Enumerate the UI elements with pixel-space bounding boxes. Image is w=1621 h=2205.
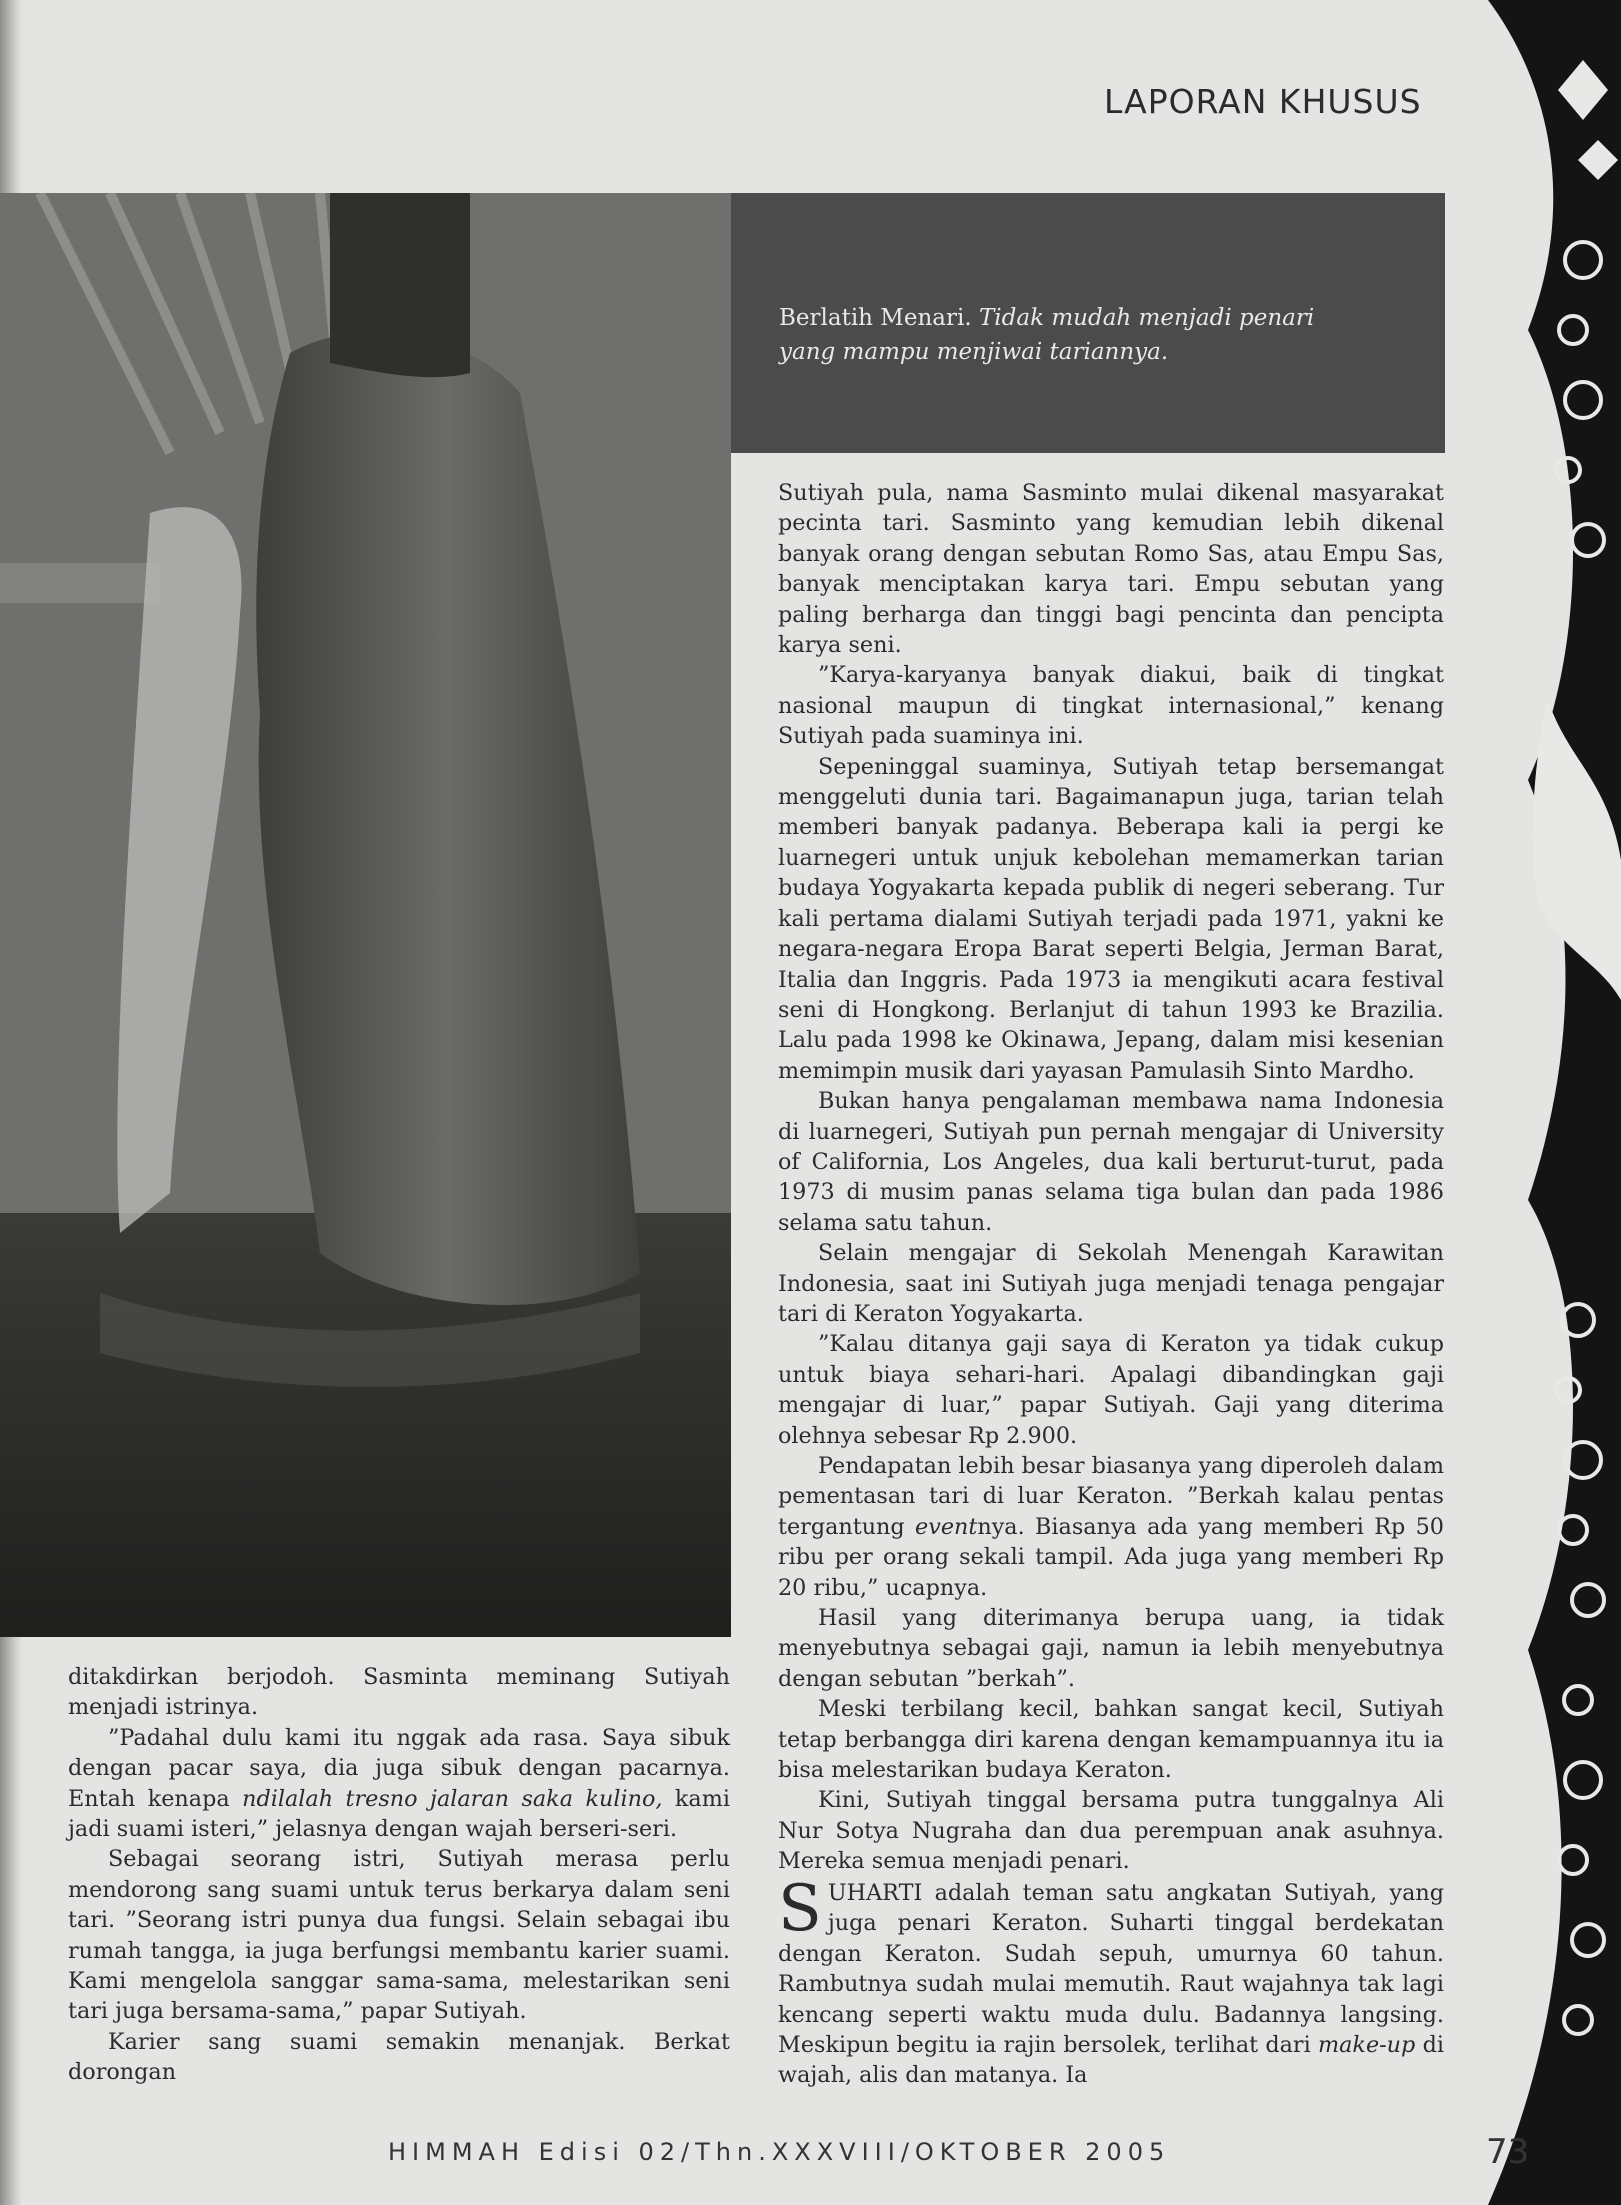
paragraph: Meski terbilang kecil, bahkan sangat kecil, Sutiyah tetap berbangga diri karena dengan kemampuannya itu ia bisa melestarikan budaya Keraton. bbox=[778, 1696, 1444, 1784]
paragraph: Bukan hanya pengalaman membawa nama Indonesia di luarnegeri, Sutiyah pun pernah mengajar di University of California, Los Angeles, dua kali berturut-turut, pada 1973 di musim panas selama tiga bulan dan pada 1986 selama satu tahun. bbox=[778, 1088, 1444, 1236]
text-run: Pendapatan lebih besar biasanya yang diperoleh dalam pementasan tari di luar Keraton. ”Berkah kalau pentas tergantung bbox=[778, 1453, 1444, 1540]
caption-lead: Berlatih Menari. bbox=[779, 305, 972, 331]
paragraph: Hasil yang diterimanya berupa uang, ia tidak menyebutnya sebagai gaji, namun ia lebih menyebutnya dengan sebutan ”berkah”. bbox=[778, 1605, 1444, 1692]
right-column bbox=[778, 478, 1444, 1877]
paragraph bbox=[68, 1723, 730, 1845]
italic-word: make-up bbox=[1318, 2032, 1416, 2059]
text-run: di wajah, alis dan matanya. Ia bbox=[778, 2032, 1444, 2089]
caption-box bbox=[731, 193, 1445, 453]
italic-word: event bbox=[915, 1513, 978, 1540]
italic-phrase: ndilalah tresno jalaran saka kulino, bbox=[242, 1785, 663, 1812]
paragraph: ”Kalau ditanya gaji saya di Keraton ya tidak cukup untuk biaya sehari-hari. Apalagi dibandingkan gaji mengajar di luar,” papar Sutiyah. Gaji yang diterima olehnya sebesar Rp 2.900. bbox=[778, 1331, 1444, 1449]
photo-illustration bbox=[0, 193, 731, 1637]
paragraph: ”Karya-karyanya banyak diakui, baik di tingkat nasional maupun di tingkat internasional,” kenang Sutiyah pada suaminya ini. bbox=[778, 662, 1444, 750]
text-run: UHARTI adalah teman satu angkatan Sutiyah, yang juga penari Keraton. Suharti tinggal berdekatan dengan Keraton. Sudah sepuh, umurnya 60 tahun. Rambutnya sudah mulai memutih. Raut wajahnya tak lagi kencang seperti waktu muda dulu. Badannya langsing. Meskipun begitu ia rajin bersolek, terlihat dari bbox=[778, 1880, 1444, 2059]
paragraph: Kini, Sutiyah tinggal bersama putra tunggalnya Ali Nur Sotya Nugraha dan dua perempuan anak asuhnya. Mereka semua menjadi penari. bbox=[778, 1787, 1444, 1875]
text-run: ”Padahal dulu kami itu nggak ada rasa. Saya sibuk dengan pacar saya, dia juga sibuk dengan pacarnya. Entah kenapa bbox=[68, 1724, 730, 1812]
page-number: 73 bbox=[1486, 2132, 1530, 2172]
paragraph bbox=[778, 1872, 1444, 2091]
text-run: kami jadi suami isteri,” jelasnya dengan wajah berseri-seri. bbox=[68, 1785, 730, 1843]
text-run: nya. Biasanya ada yang memberi Rp 50 ribu per orang sekali tampil. Ada juga yang memberi Rp 20 ribu,” ucapnya. bbox=[778, 1513, 1444, 1601]
left-column bbox=[68, 1662, 730, 2088]
photo-caption bbox=[779, 301, 1379, 369]
caption-italic-line1: Tidak mudah menjadi penari bbox=[978, 305, 1315, 331]
paragraph: Selain mengajar di Sekolah Menengah Karawitan Indonesia, saat ini Sutiyah juga menjadi tenaga pengajar tari di Keraton Yogyakarta. bbox=[778, 1240, 1444, 1327]
publication-footer: HIMMAH Edisi 02/Thn.XXXVIII/OKTOBER 2005 bbox=[388, 2138, 1171, 2166]
drop-cap: S bbox=[778, 1872, 822, 1946]
right-column-section-two bbox=[778, 1872, 1444, 2091]
paragraph: Sebagai seorang istri, Sutiyah merasa perlu mendorong sang suami untuk terus berkarya dalam seni tari. ”Seorang istri punya dua fungsi. Selain sebagai ibu rumah tangga, ia juga berfungsi membantu karier suami. Kami mengelola sanggar sama-sama, melestarikan seni tari juga bersama-sama,” papar Sutiyah. bbox=[68, 1846, 730, 2025]
dance-practice-photo bbox=[0, 193, 731, 1637]
paragraph bbox=[778, 1451, 1444, 1603]
section-label: LAPORAN KHUSUS bbox=[1104, 82, 1422, 121]
caption-italic-line2: yang mampu menjiwai tariannya. bbox=[779, 339, 1169, 365]
paragraph: Karier sang suami semakin menanjak. Berkat dorongan bbox=[68, 2028, 730, 2086]
paragraph: Sepeninggal suaminya, Sutiyah tetap bersemangat menggeluti dunia tari. Bagaimanapun juga, tarian telah memberi banyak padanya. Beberapa kali ia pergi ke luarnegeri untuk unjuk kebolehan memamerkan tarian budaya Yogyakarta kepada publik di negeri seberang. Tur kali pertama dialami Sutiyah terjadi pada 1971, yakni ke negara-negara Eropa Barat seperti Belgia, Jerman Barat, Italia dan Inggris. Pada 1973 ia mengikuti acara festival seni di Hongkong. Berlanjut di tahun 1993 ke Brazilia. Lalu pada 1998 ke Okinawa, Jepang, dalam misi kesenian memimpin musik dari yayasan Pamulasih Sinto Mardho. bbox=[778, 753, 1444, 1084]
paragraph: ditakdirkan berjodoh. Sasminta meminang Sutiyah menjadi istrinya. bbox=[68, 1664, 730, 1721]
paragraph: Sutiyah pula, nama Sasminto mulai dikenal masyarakat pecinta tari. Sasminto yang kemudian lebih dikenal banyak orang dengan sebutan Romo Sas, atau Empu Sas, banyak menciptakan karya tari. Empu sebutan yang paling berharga dan tinggi bagi pencinta dan pencipta karya seni. bbox=[778, 480, 1444, 659]
batik-ornament-border bbox=[1488, 0, 1621, 2205]
